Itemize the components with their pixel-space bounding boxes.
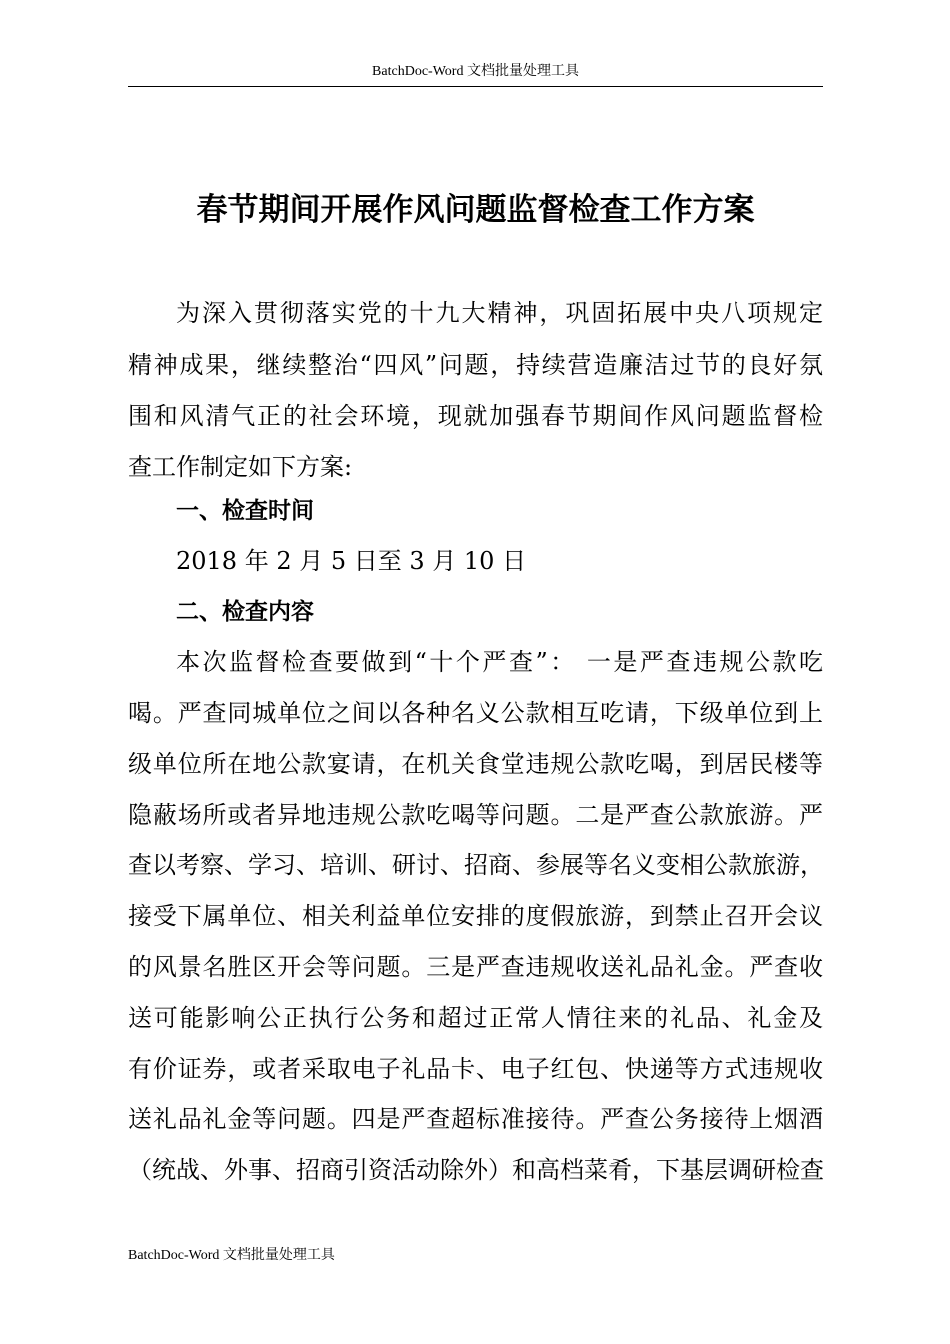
page-header — [128, 62, 823, 87]
content-line-11: （统战、外事、招商引资活动除外）和高档菜肴，下基层调研检查 — [128, 1156, 824, 1184]
content-line-5: 查以考察、学习、培训、研讨、招商、参展等名义变相公款旅游， — [128, 851, 824, 879]
content-line-2: 喝。严查同城单位之间以各种名义公款相互吃请，下级单位到上 — [128, 699, 823, 727]
content-line-7: 的风景名胜区开会等问题。三是严查违规收送礼品礼金。严查收 — [128, 953, 823, 981]
intro-line-3: 围和风清气正的社会环境，现就加强春节期间作风问题监督检 — [128, 402, 823, 430]
intro-line-2: 精神成果，继续整治“四风”问题，持续营造廉洁过节的良好氛 — [128, 351, 823, 379]
content-line-6: 接受下属单位、相关利益单位安排的度假旅游，到禁止召开会议 — [128, 902, 823, 930]
section-heading-time: 一、检查时间 — [176, 498, 314, 524]
content-line-1: 本次监督检查要做到“十个严查”： 一是严查违规公款吃 — [176, 648, 823, 676]
content-line-10: 送礼品礼金等问题。四是严查超标准接待。严查公务接待上烟酒 — [128, 1105, 823, 1133]
content-line-8: 送可能影响公正执行公务和超过正常人情往来的礼品、礼金及 — [128, 1004, 823, 1032]
content-line-9: 有价证券，或者采取电子礼品卡、电子红包、快递等方式违规收 — [128, 1055, 823, 1083]
intro-line-1: 为深入贯彻落实党的十九大精神，巩固拓展中央八项规定 — [176, 299, 823, 327]
content-line-3: 级单位所在地公款宴请，在机关食堂违规公款吃喝，到居民楼等 — [128, 750, 823, 778]
page-footer — [128, 1246, 335, 1266]
content-line-4: 隐蔽场所或者异地违规公款吃喝等问题。二是严查公款旅游。严 — [128, 801, 823, 829]
header-text: BatchDoc-Word 文档批量处理工具 — [372, 64, 579, 79]
inspection-period: 2018 年 2 月 5 日至 3 月 10 日 — [176, 547, 527, 575]
intro-line-4: 查工作制定如下方案: — [128, 453, 353, 481]
footer-text: BatchDoc-Word 文档批量处理工具 — [128, 1248, 335, 1263]
document-title: 春节期间开展作风问题监督检查工作方案 — [196, 192, 755, 228]
section-heading-content: 二、检查内容 — [176, 599, 314, 625]
